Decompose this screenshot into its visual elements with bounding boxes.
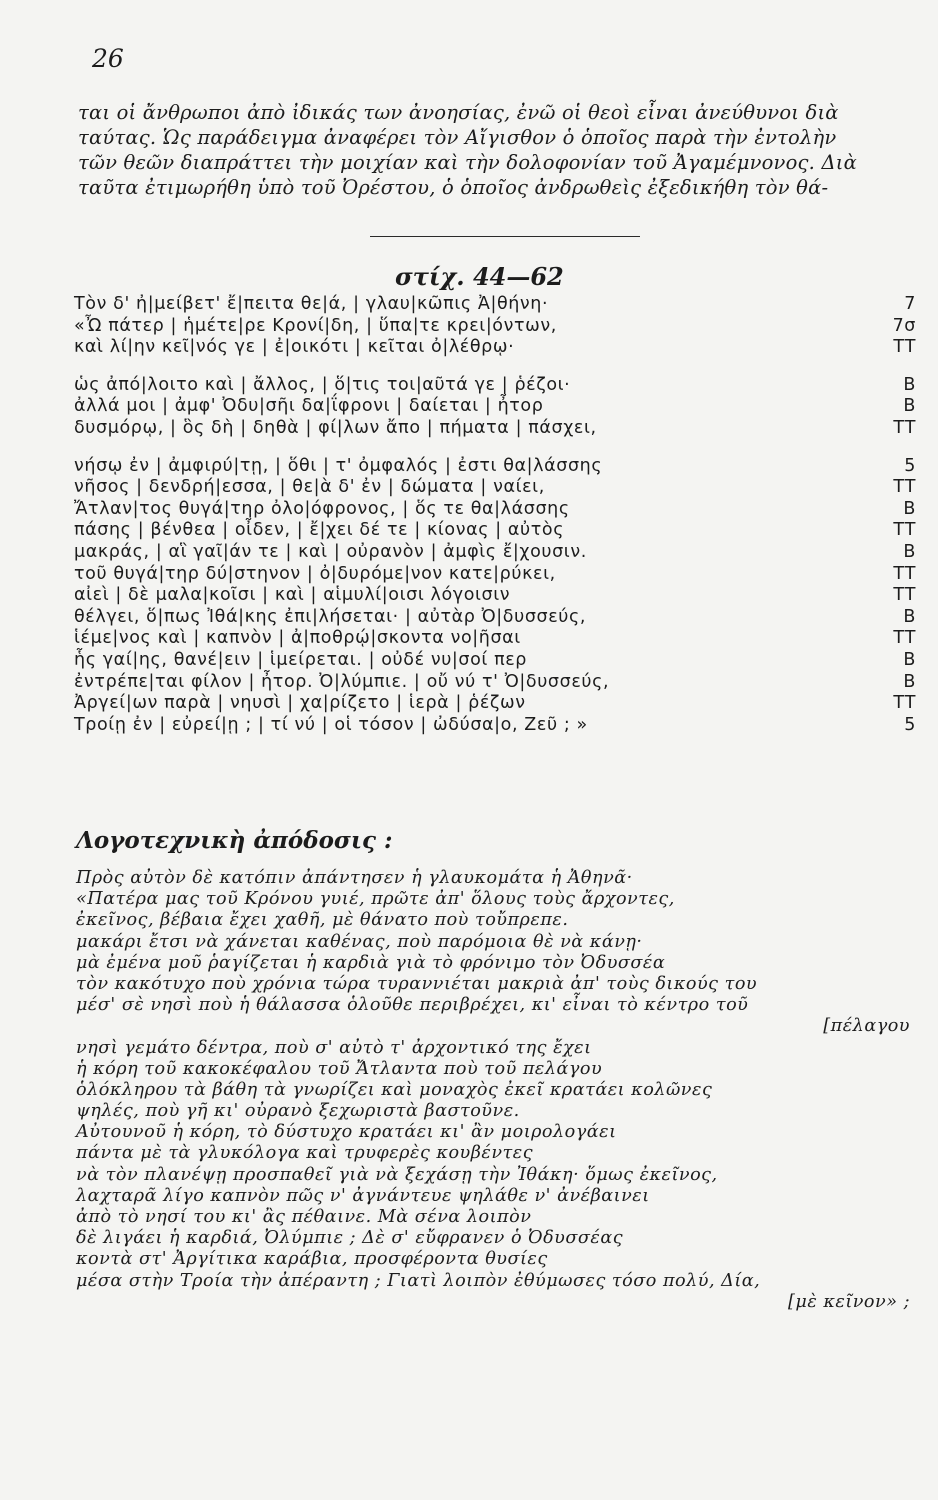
verse-line xyxy=(74,564,930,586)
translation-line xyxy=(76,932,930,953)
translation-line xyxy=(76,1207,930,1228)
verse-block xyxy=(74,294,930,752)
metrical-mark: Β xyxy=(903,649,916,670)
verse-line xyxy=(74,418,930,440)
metrical-mark: Β xyxy=(903,396,916,417)
translation-text: μέσα στὴν Τροία τὴν ἀπέραντη ; Γιατὶ λοιπὸν ἐθύμωσες τόσο πολύ, Δία, xyxy=(76,1270,761,1291)
verse-text: νήσῳ ἐν | ἀμφιρύ|τῃ, | ὅθι | τ' ὀμφαλός | ἐστι θα|λάσσης xyxy=(74,455,603,476)
verse-line xyxy=(74,316,930,338)
commentary-line: ται οἱ ἄνθρωποι ἀπὸ ἰδικάς των ἀνοησίας, ἐνῶ οἱ θεοὶ εἶναι ἀνεύθυνοι διὰ xyxy=(78,101,839,124)
metrical-mark: Β xyxy=(903,374,916,395)
verse-text: ἀλλά μοι | ἀμφ' Ὀδυ|σῆι δα|ΐφρονι | δαίεται | ἦτορ xyxy=(74,396,544,417)
verse-group xyxy=(74,375,930,440)
translation-text: ἐκεῖνος, βέβαια ἔχει χαθῆ, μὲ θάνατο ποὺ τοὔπρεπε. xyxy=(76,910,569,931)
verse-text: «Ὦ πάτερ | ἡμέτε|ρε Κρονί|δη, | ὕπα|τε κρει|όντων, xyxy=(74,315,557,336)
verse-text: Ἀργεί|ων παρὰ | νηυσὶ | χα|ρίζετο | ἱερὰ | ῥέζων xyxy=(74,693,526,714)
translation-line xyxy=(76,1101,930,1122)
translation-text: νησὶ γεμάτο δέντρα, ποὺ σ' αὐτὸ τ' ἀρχοντικό της ἔχει xyxy=(76,1037,592,1058)
verse-line xyxy=(74,520,930,542)
translation-line xyxy=(76,1143,930,1164)
metrical-mark: ΤΤ xyxy=(893,477,916,498)
line-continuation: [μὲ κεῖνον» ; xyxy=(788,1291,910,1312)
metrical-mark: 7 xyxy=(904,294,916,314)
translation-text: ὁλόκληρου τὰ βάθη τὰ γνωρίζει καὶ μοναχὸς ἐκεῖ κρατάει κολῶνες xyxy=(76,1079,713,1100)
metrical-mark: 7σ xyxy=(892,315,916,336)
translation-text: μὰ ἐμένα μοῦ ῥαγίζεται ἡ καρδιὰ γιὰ τὸ φρόνιμο τὸν Ὀδυσσέα xyxy=(76,952,666,973)
metrical-mark: ΤΤ xyxy=(893,563,916,584)
metrical-mark: Β xyxy=(903,671,916,692)
commentary-line: ταῦτα ἐτιμωρήθη ὑπὸ τοῦ Ὀρέστου, ὁ ὁποῖος ἀνδρωθεὶς ἐξεδικήθη τὸν θά- xyxy=(78,176,829,199)
translation-text: ψηλές, ποὺ γῆ κι' οὐρανὸ ξεχωριστὰ βαστοῦνε. xyxy=(76,1101,520,1122)
verse-text: θέλγει, ὅ|πως Ἰθά|κης ἐπι|λήσεται· | αὐτὰρ Ὀ|δυσσεύς, xyxy=(74,606,587,627)
verse-line xyxy=(74,396,930,418)
verse-line xyxy=(74,337,930,359)
verse-line xyxy=(74,715,930,737)
metrical-mark: ΤΤ xyxy=(893,337,916,358)
translation-text: μέσ' σὲ νησὶ ποὺ ἡ θάλασσα ὁλοῦθε περιβρέχει, κι' εἶναι τὸ κέντρο τοῦ xyxy=(76,995,749,1016)
translation-text: ἡ κόρη τοῦ κακοκέφαλου τοῦ Ἄτλαντα ποὺ τοῦ πελάγου xyxy=(76,1058,603,1079)
translation-text: δὲ λιγάει ἡ καρδιά, Ὀλύμπιε ; Δὲ σ' εὔφρανεν ὁ Ὀδυσσέας xyxy=(76,1228,624,1249)
translation-line xyxy=(76,910,930,931)
translation-line xyxy=(76,1038,930,1059)
verse-text: αἰεὶ | δὲ μαλα|κοῖσι | καὶ | αἱμυλί|οισι λόγοισιν xyxy=(74,585,511,606)
verse-line xyxy=(74,375,930,397)
translation-line xyxy=(76,1292,930,1313)
verse-line xyxy=(74,585,930,607)
translation-text: τὸν κακότυχο ποὺ χρόνια τώρα τυραννιέται μακριὰ ἀπ' τοὺς δικούς του xyxy=(76,973,758,994)
line-continuation: [πέλαγου xyxy=(823,1016,910,1037)
metrical-mark: ΤΤ xyxy=(893,417,916,438)
verse-text: Τροίῃ ἐν | εὐρεί|ῃ ; | τί νύ | οἱ τόσον | ὠδύσα|ο, Ζεῦ ; » xyxy=(74,714,588,735)
verse-text: μακράς, | αἳ γαῖ|άν τε | καὶ | οὐρανὸν | ἀμφὶς ἔ|χουσιν. xyxy=(74,541,587,562)
translation-line xyxy=(76,889,930,910)
translation-line xyxy=(76,1122,930,1143)
verse-text: ὡς ἀπό|λοιτο καὶ | ἄλλος, | ὅ|τις τοι|αῦτά γε | ῥέζοι· xyxy=(74,374,571,395)
translation-text: Πρὸς αὐτὸν δὲ κατόπιν ἀπάντησεν ἡ γλαυκομάτα ἡ Ἀθηνᾶ· xyxy=(76,868,633,888)
verse-line xyxy=(74,477,930,499)
translation-line xyxy=(76,868,930,889)
translation-line xyxy=(76,1249,930,1270)
metrical-mark: 5 xyxy=(904,455,916,476)
translation-line xyxy=(76,974,930,995)
verse-text: ἐντρέπε|ται φίλον | ἦτορ. Ὀ|λύμπιε. | οὔ νύ τ' Ὀ|δυσσεύς, xyxy=(74,671,610,692)
translation-line xyxy=(76,995,930,1016)
verse-text: Τὸν δ' ἠ|μείβετ' ἔ|πειτα θε|ά, | γλαυ|κῶπις Ἀ|θήνη· xyxy=(74,294,549,314)
metrical-mark: ΤΤ xyxy=(893,628,916,649)
translation-line xyxy=(76,1016,930,1037)
verse-group xyxy=(74,456,930,737)
metrical-mark: Β xyxy=(903,606,916,627)
metrical-mark: Β xyxy=(903,498,916,519)
metrical-mark: Β xyxy=(903,541,916,562)
translation-heading: Λογοτεχνικὴ ἀπόδοσις : xyxy=(76,827,393,854)
translation-text: Αὐτουνοῦ ἡ κόρη, τὸ δύστυχο κρατάει κι' ἂν μοιρολογάει xyxy=(76,1122,617,1143)
translation-line xyxy=(76,1186,930,1207)
translation-text: ἀπὸ τὸ νησί του κι' ἂς πέθαινε. Μὰ σένα λοιπὸν xyxy=(76,1207,532,1227)
page-number: 26 xyxy=(92,44,124,73)
verse-line xyxy=(74,628,930,650)
translation-line xyxy=(76,1080,930,1101)
verse-text: Ἄτλαν|τος θυγά|τηρ ὀλο|όφρονος, | ὅς τε θα|λάσσης xyxy=(74,498,570,519)
verse-group xyxy=(74,294,930,359)
verse-line xyxy=(74,499,930,521)
verse-line xyxy=(74,607,930,629)
verse-text: ἱέμε|νος καὶ | καπνὸν | ἀ|ποθρῴ|σκοντα νο|ῆσαι xyxy=(74,628,521,649)
translation-block xyxy=(76,868,930,1313)
metrical-mark: ΤΤ xyxy=(893,585,916,606)
translation-line xyxy=(76,1165,930,1186)
translation-line xyxy=(76,1228,930,1249)
verse-text: τοῦ θυγά|τηρ δύ|στηνον | ὀ|δυρόμε|νον κατε|ρύκει, xyxy=(74,563,556,584)
section-divider xyxy=(370,236,640,237)
commentary-paragraph xyxy=(78,100,930,200)
translation-text: «Πατέρα μας τοῦ Κρόνου γυιέ, πρῶτε ἀπ' ὅλους τοὺς ἄρχοντες, xyxy=(76,889,675,910)
commentary-line: τῶν θεῶν διαπράττει τὴν μοιχίαν καὶ τὴν δολοφονίαν τοῦ Ἀγαμέμνονος. Διὰ xyxy=(78,151,857,174)
verse-line xyxy=(74,650,930,672)
commentary-line: ταύτας. Ὡς παράδειγμα ἀναφέρει τὸν Αἴγισθον ὁ ὁποῖος παρὰ τὴν ἐντολὴν xyxy=(78,126,837,149)
verse-text: νῆσος | δενδρή|εσσα, | θε|ὰ δ' ἐν | δώματα | ναίει, xyxy=(74,477,545,498)
verse-text: δυσμόρῳ, | ὃς δὴ | δηθὰ | φί|λων ἄπο | πήματα | πάσχει, xyxy=(74,417,597,438)
verse-text: ἧς γαί|ης, θανέ|ειν | ἱμείρεται. | οὐδέ νυ|σοί περ xyxy=(74,649,527,670)
translation-line xyxy=(76,1271,930,1292)
verse-text: καὶ λί|ην κεῖ|νός γε | ἐ|οικότι | κεῖται ὀ|λέθρῳ· xyxy=(74,337,515,358)
translation-text: κοντὰ στ' Ἀργίτικα καράβια, προσφέροντα θυσίες xyxy=(76,1249,548,1270)
translation-text: νὰ τὸν πλανέψῃ προσπαθεῖ γιὰ νὰ ξεχάσῃ τὴν Ἰθάκη· ὅμως ἐκεῖνος, xyxy=(76,1164,718,1185)
verse-text: πάσης | βένθεα | οἶδεν, | ἔ|χει δέ τε | κίονας | αὐτὸς xyxy=(74,520,565,541)
verse-line xyxy=(74,294,930,316)
section-title: στίχ. 44—62 xyxy=(395,262,564,291)
verse-line xyxy=(74,693,930,715)
verse-line xyxy=(74,672,930,694)
metrical-mark: ΤΤ xyxy=(893,693,916,714)
translation-text: πάντα μὲ τὰ γλυκόλογα καὶ τρυφερὲς κουβέντες xyxy=(76,1143,534,1164)
verse-line xyxy=(74,542,930,564)
metrical-mark: ΤΤ xyxy=(893,520,916,541)
metrical-mark: 5 xyxy=(904,714,916,735)
verse-line xyxy=(74,456,930,478)
translation-line xyxy=(76,1059,930,1080)
translation-line xyxy=(76,953,930,974)
translation-text: μακάρι ἔτσι νὰ χάνεται καθένας, ποὺ παρόμοια θὲ νὰ κάνῃ· xyxy=(76,931,643,952)
translation-text: λαχταρᾶ λίγο καπνὸν πῶς ν' ἀγνάντευε ψηλάθε ν' ἀνέβαινει xyxy=(76,1185,650,1206)
